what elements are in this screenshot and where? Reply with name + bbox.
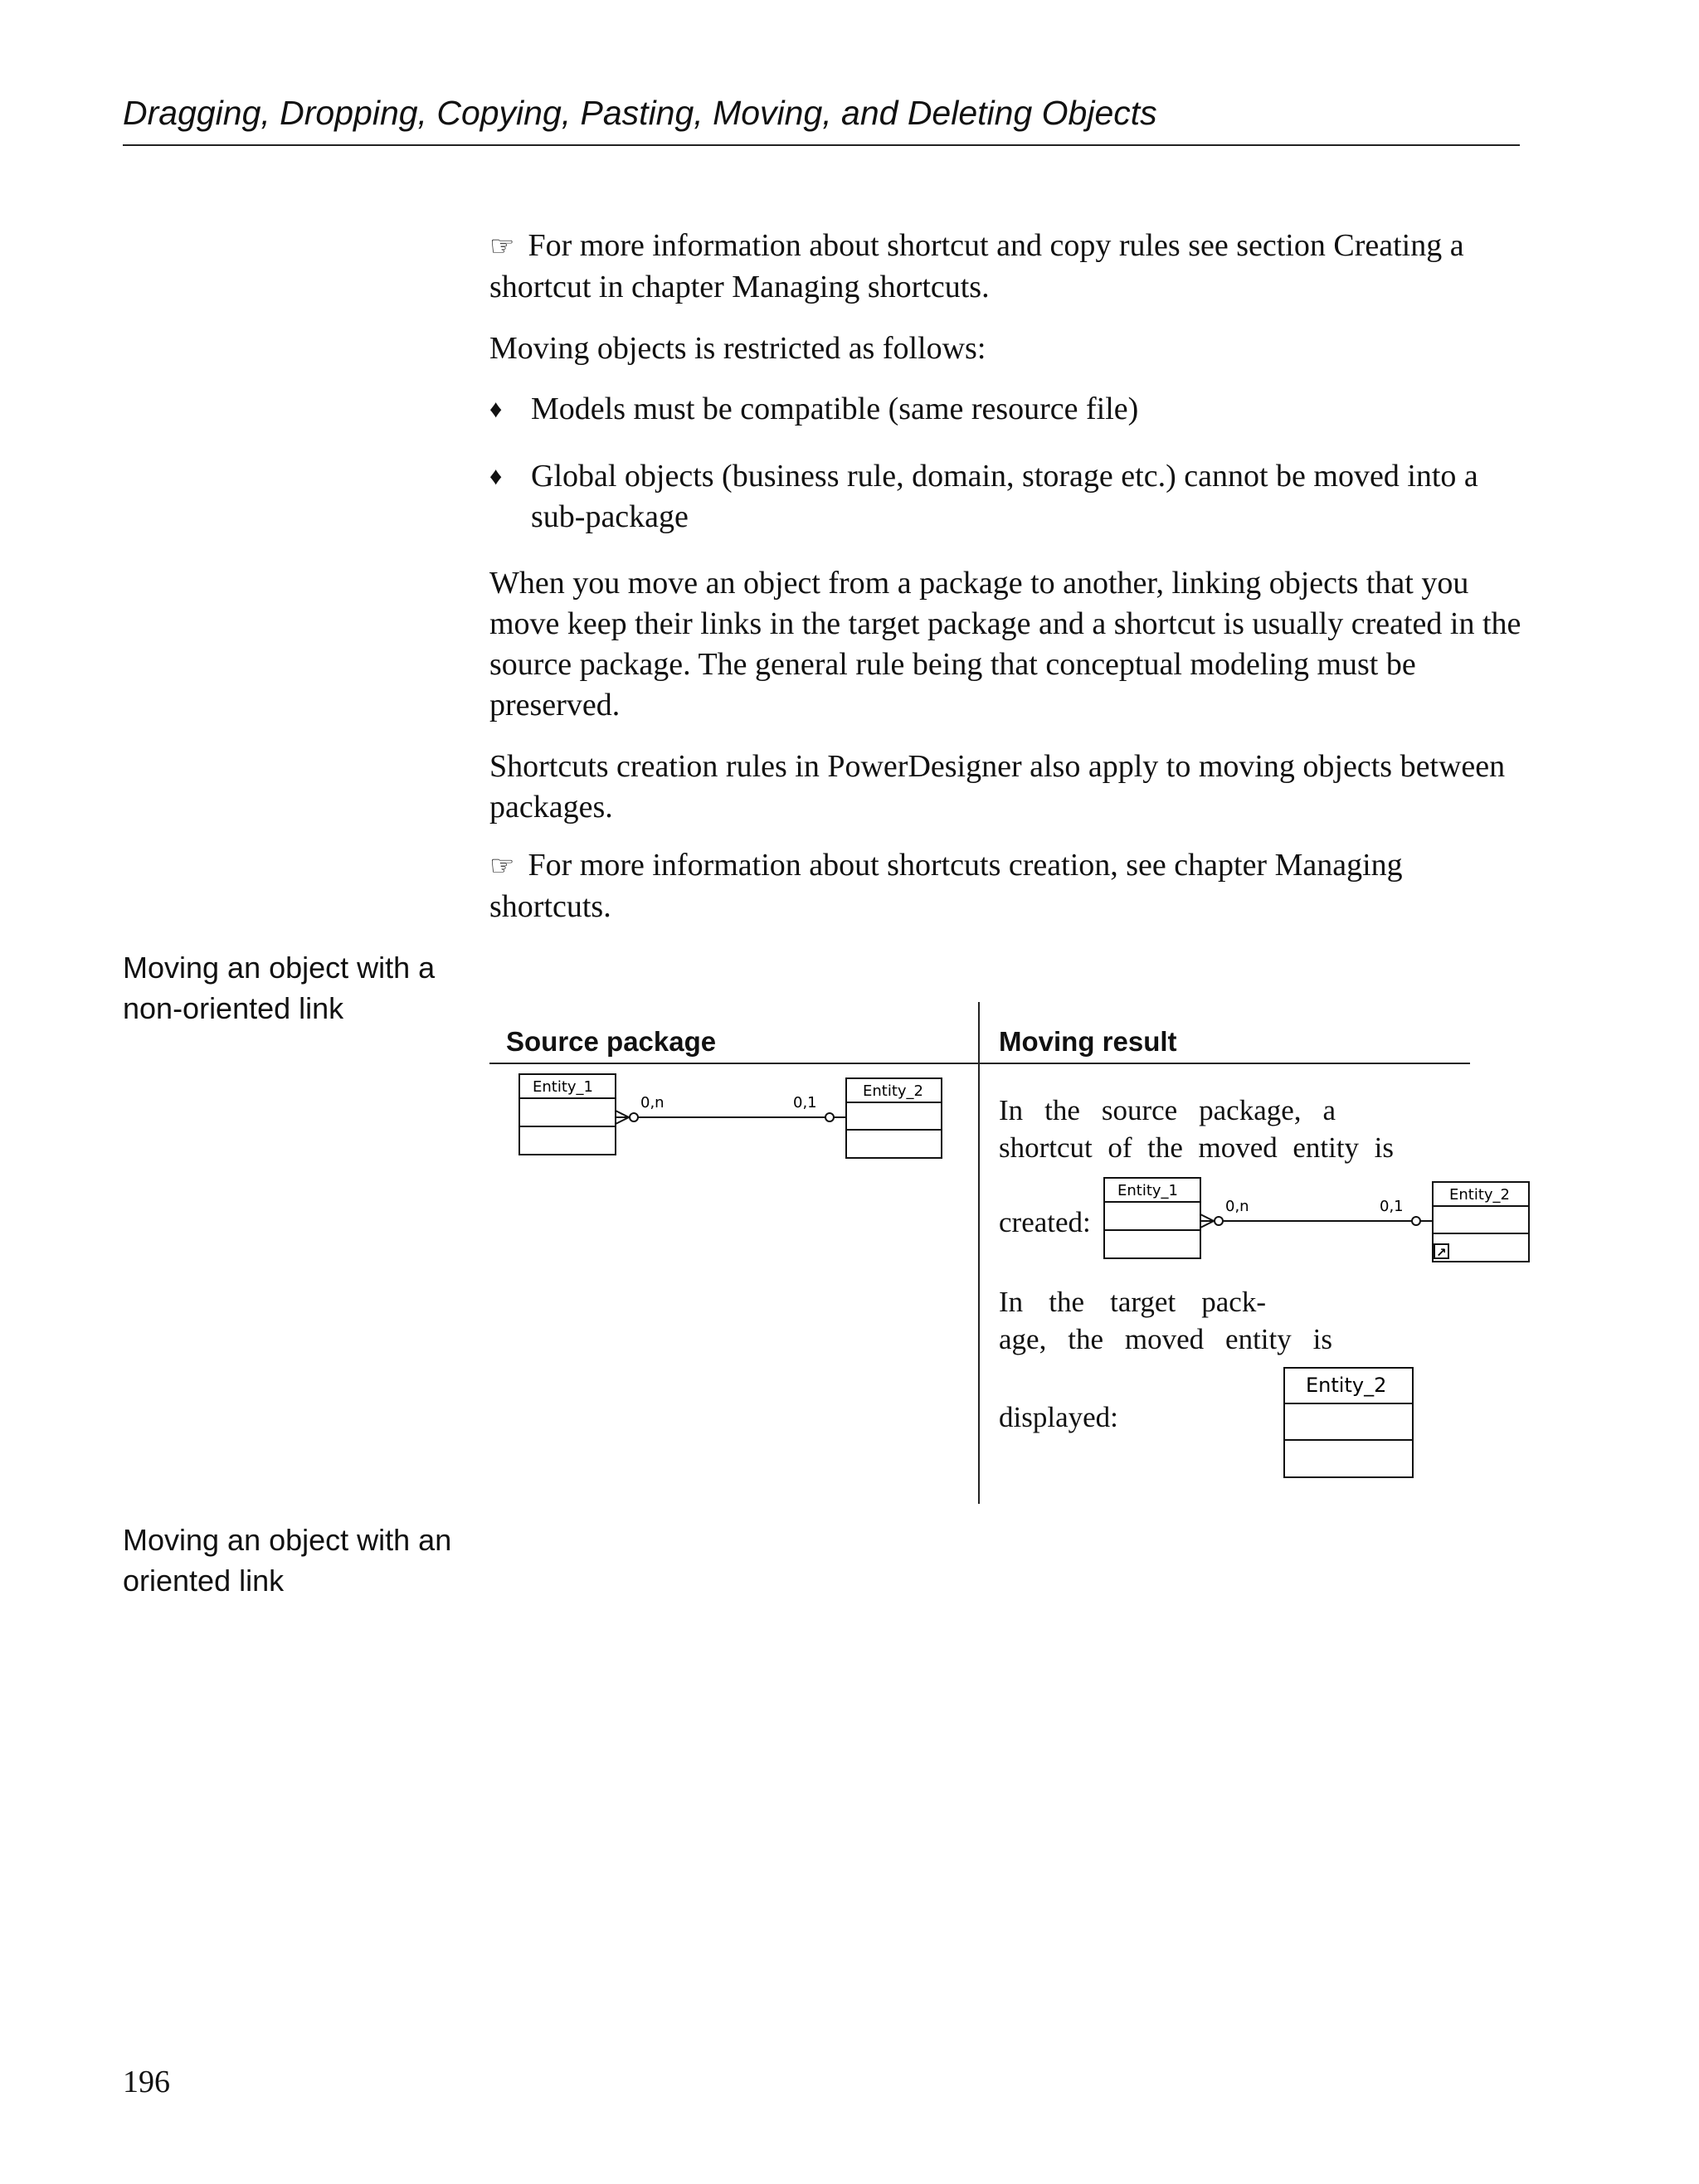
note-shortcuts-creation [489, 845, 1526, 927]
pointing-hand-icon: ☞ [489, 230, 515, 263]
target-text-line: In the target pack- [999, 1286, 1266, 1318]
bullet-item [489, 389, 1526, 430]
note-shortcut-copy-rules-text: For more information about shortcut and copy rules see section Creating a shortcut in chapter Managing shortcuts. [489, 228, 1464, 304]
cardinality-0n-label: 0,n [640, 1094, 665, 1111]
result-text-line: In the source package, a [999, 1094, 1336, 1126]
entity-1-box [519, 1074, 616, 1155]
bullet-text: Global objects (business rule, domain, storage etc.) cannot be moved into a sub-package [531, 459, 1478, 534]
diamond-bullet-icon: ♦ [489, 396, 503, 423]
bullet-item [489, 456, 1526, 537]
entity-2-box [1284, 1368, 1413, 1477]
table-header-source-package: Source package [506, 1026, 717, 1057]
table-header-rule [489, 1063, 1470, 1064]
result-created-label: created: [999, 1206, 1091, 1238]
sidebar-label-non-oriented: Moving an object with a non-oriented link [123, 951, 436, 1025]
page-number: 196 [123, 2065, 170, 2099]
page-header [123, 90, 1520, 146]
page-header-title: Dragging, Dropping, Copying, Pasting, Moving, and Deleting Objects [123, 94, 1157, 132]
table-column-divider [978, 1002, 980, 1504]
pointing-hand-icon: ☞ [489, 849, 515, 883]
note-shortcuts-creation-text: For more information about shortcuts creation, see chapter Managing shortcuts. [489, 848, 1403, 924]
shortcut-arrow-glyph: ↗ [1436, 1245, 1447, 1260]
table-header-moving-result: Moving result [999, 1026, 1177, 1057]
cardinality-01-label: 0,1 [793, 1094, 817, 1111]
target-text-line: age, the moved entity is [999, 1323, 1332, 1355]
cardinality-0n-label: 0,n [1225, 1198, 1249, 1215]
result-shortcut-diagram [1099, 1174, 1539, 1269]
entity-2-box [846, 1078, 942, 1158]
note-shortcut-copy-rules [489, 226, 1526, 308]
entity-1-label: Entity_1 [1117, 1182, 1179, 1199]
cardinality-01-label: 0,1 [1380, 1198, 1404, 1215]
result-text-line: shortcut of the moved entity is [999, 1131, 1394, 1164]
diamond-bullet-icon: ♦ [489, 463, 503, 490]
bullet-text: Models must be compatible (same resource file) [531, 392, 1139, 426]
entity-1-box [1104, 1178, 1200, 1258]
entity-2-label: Entity_2 [1306, 1374, 1387, 1397]
paragraph-move-links: When you move an object from a package to another, linking objects that you move keep their links in the target package and a shortcut is usually created in the source package. The general rule being that conceptual modeling must be preserved. [489, 566, 1521, 722]
target-displayed-label: displayed: [999, 1401, 1118, 1433]
sidebar-label-oriented: Moving an object with an oriented link [123, 1523, 452, 1598]
restrictions-intro: Moving objects is restricted as follows: [489, 331, 986, 366]
entity-2-label: Entity_2 [1449, 1186, 1511, 1204]
entity-1-label: Entity_1 [533, 1078, 594, 1096]
relationship-link [1200, 1214, 1433, 1228]
source-package-diagram [514, 1070, 946, 1163]
paragraph-shortcut-rules: Shortcuts creation rules in PowerDesigner also apply to moving objects between packages. [489, 749, 1506, 824]
entity-2-shortcut-box [1433, 1182, 1529, 1262]
target-entity-diagram [1278, 1364, 1419, 1481]
entity-2-label: Entity_2 [863, 1082, 924, 1100]
relationship-link [616, 1111, 846, 1124]
